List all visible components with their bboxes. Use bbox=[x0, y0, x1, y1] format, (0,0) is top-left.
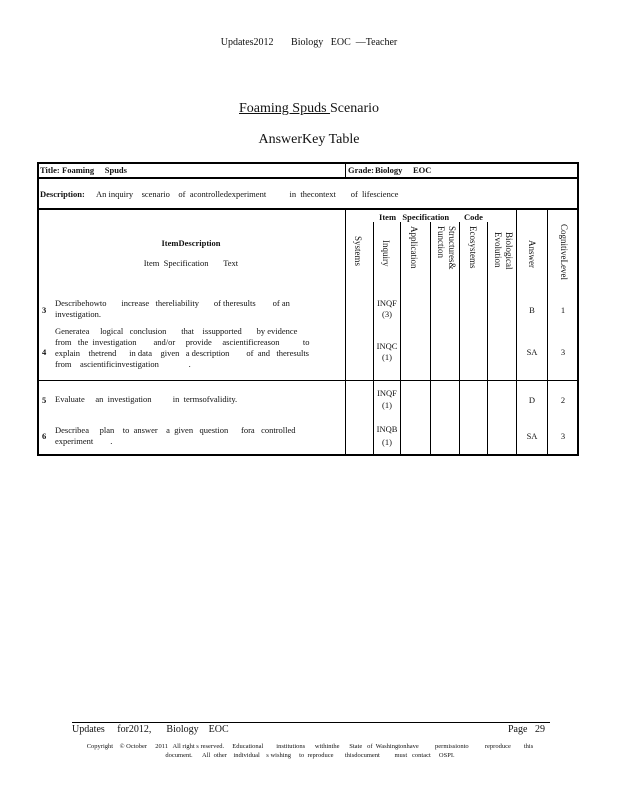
row-level: 3 bbox=[560, 347, 566, 357]
page-number: Page 29 bbox=[508, 724, 545, 735]
col-application: Application bbox=[409, 226, 419, 269]
row-text: Generatea logical conclusion that issupported by evidence from the investigation and/or provide ascientificreason to explain thetrend in data given a description of and theresults from ascientificinvestigation . bbox=[55, 326, 310, 369]
item-spec-text-heading: Item Specification Text bbox=[143, 258, 239, 268]
row-answer: D bbox=[528, 395, 536, 405]
col-ecosystems: Ecosystems bbox=[468, 226, 478, 269]
row-code-count: (1) bbox=[382, 400, 392, 410]
col-line-application bbox=[400, 222, 401, 455]
copyright-notice: Copyright © October 2011 All right s reserved. Educational institutions withinthe State of Washingtonhave permissionto reproduce this document. All other individual s wishing to reproduce thisdocument must contact OSPI. bbox=[86, 743, 534, 759]
row-number: 5 bbox=[42, 395, 47, 405]
row-divider-middle bbox=[37, 380, 579, 381]
row-code: INQF bbox=[377, 298, 397, 308]
row-answer: SA bbox=[526, 431, 538, 441]
title-grade-divider bbox=[345, 162, 346, 178]
description-label: Description: bbox=[40, 189, 85, 199]
spec-code-heading: Item Specification Code bbox=[379, 212, 483, 222]
row-number: 6 bbox=[42, 431, 47, 441]
col-structures-function: Structures& Function bbox=[436, 226, 457, 270]
row-number: 4 bbox=[42, 347, 47, 357]
col-line-level bbox=[547, 209, 548, 455]
title-label: Title: bbox=[40, 165, 60, 175]
row-text: Describea plan to answer a given question fora controlled experiment . bbox=[55, 425, 296, 446]
col-cognitive-level: CognitiveLevel bbox=[559, 224, 569, 280]
row-level: 1 bbox=[560, 305, 566, 315]
title-rest: Scenario bbox=[330, 101, 379, 116]
row-code-count: (3) bbox=[382, 309, 392, 319]
row-answer: SA bbox=[526, 347, 538, 357]
running-header: Updates2012 Biology EOC —Teacher bbox=[220, 37, 398, 48]
title-value: Foaming Spuds bbox=[62, 165, 127, 175]
row-code-count: (1) bbox=[382, 352, 392, 362]
grade-value: Biology EOC bbox=[375, 165, 432, 175]
col-systems: Systems bbox=[353, 236, 363, 267]
row-answer: B bbox=[529, 305, 535, 315]
col-biological-evolution: Biological Evolution bbox=[493, 232, 514, 270]
col-line-systems bbox=[345, 209, 346, 455]
row-level: 3 bbox=[560, 431, 566, 441]
row-number: 3 bbox=[42, 305, 47, 315]
col-line-structures bbox=[430, 222, 431, 455]
footer-divider bbox=[72, 722, 550, 723]
row-level: 2 bbox=[560, 395, 566, 405]
row-code-count: (1) bbox=[382, 437, 392, 447]
item-description-heading: ItemDescription bbox=[161, 238, 221, 248]
col-line-answer bbox=[516, 209, 517, 455]
footer-doc-label: Updates for2012, Biology EOC bbox=[72, 724, 229, 735]
col-line-inquiry bbox=[373, 222, 374, 455]
document-subtitle: AnswerKey Table bbox=[258, 132, 360, 147]
row-code: INQC bbox=[376, 341, 398, 351]
row-divider-description bbox=[37, 208, 579, 210]
col-line-evolution bbox=[487, 222, 488, 455]
row-text: Evaluate an investigation in termsofvalidity. bbox=[55, 394, 238, 404]
row-text: Describehowto increase thereliability of theresults of an investigation. bbox=[55, 298, 290, 319]
grade-label: Grade: bbox=[348, 165, 374, 175]
row-code: INQB bbox=[376, 424, 398, 434]
title-underlined: Foaming Spuds bbox=[239, 101, 331, 116]
description-value: An inquiry scenario of acontrolledexperiment in thecontext of lifescience bbox=[96, 189, 399, 199]
row-divider-title bbox=[37, 177, 579, 179]
col-answer: Answer bbox=[527, 240, 537, 268]
col-line-ecosystems bbox=[459, 222, 460, 455]
col-inquiry: Inquiry bbox=[381, 240, 391, 267]
document-title bbox=[0, 101, 618, 117]
row-code: INQF bbox=[377, 388, 397, 398]
